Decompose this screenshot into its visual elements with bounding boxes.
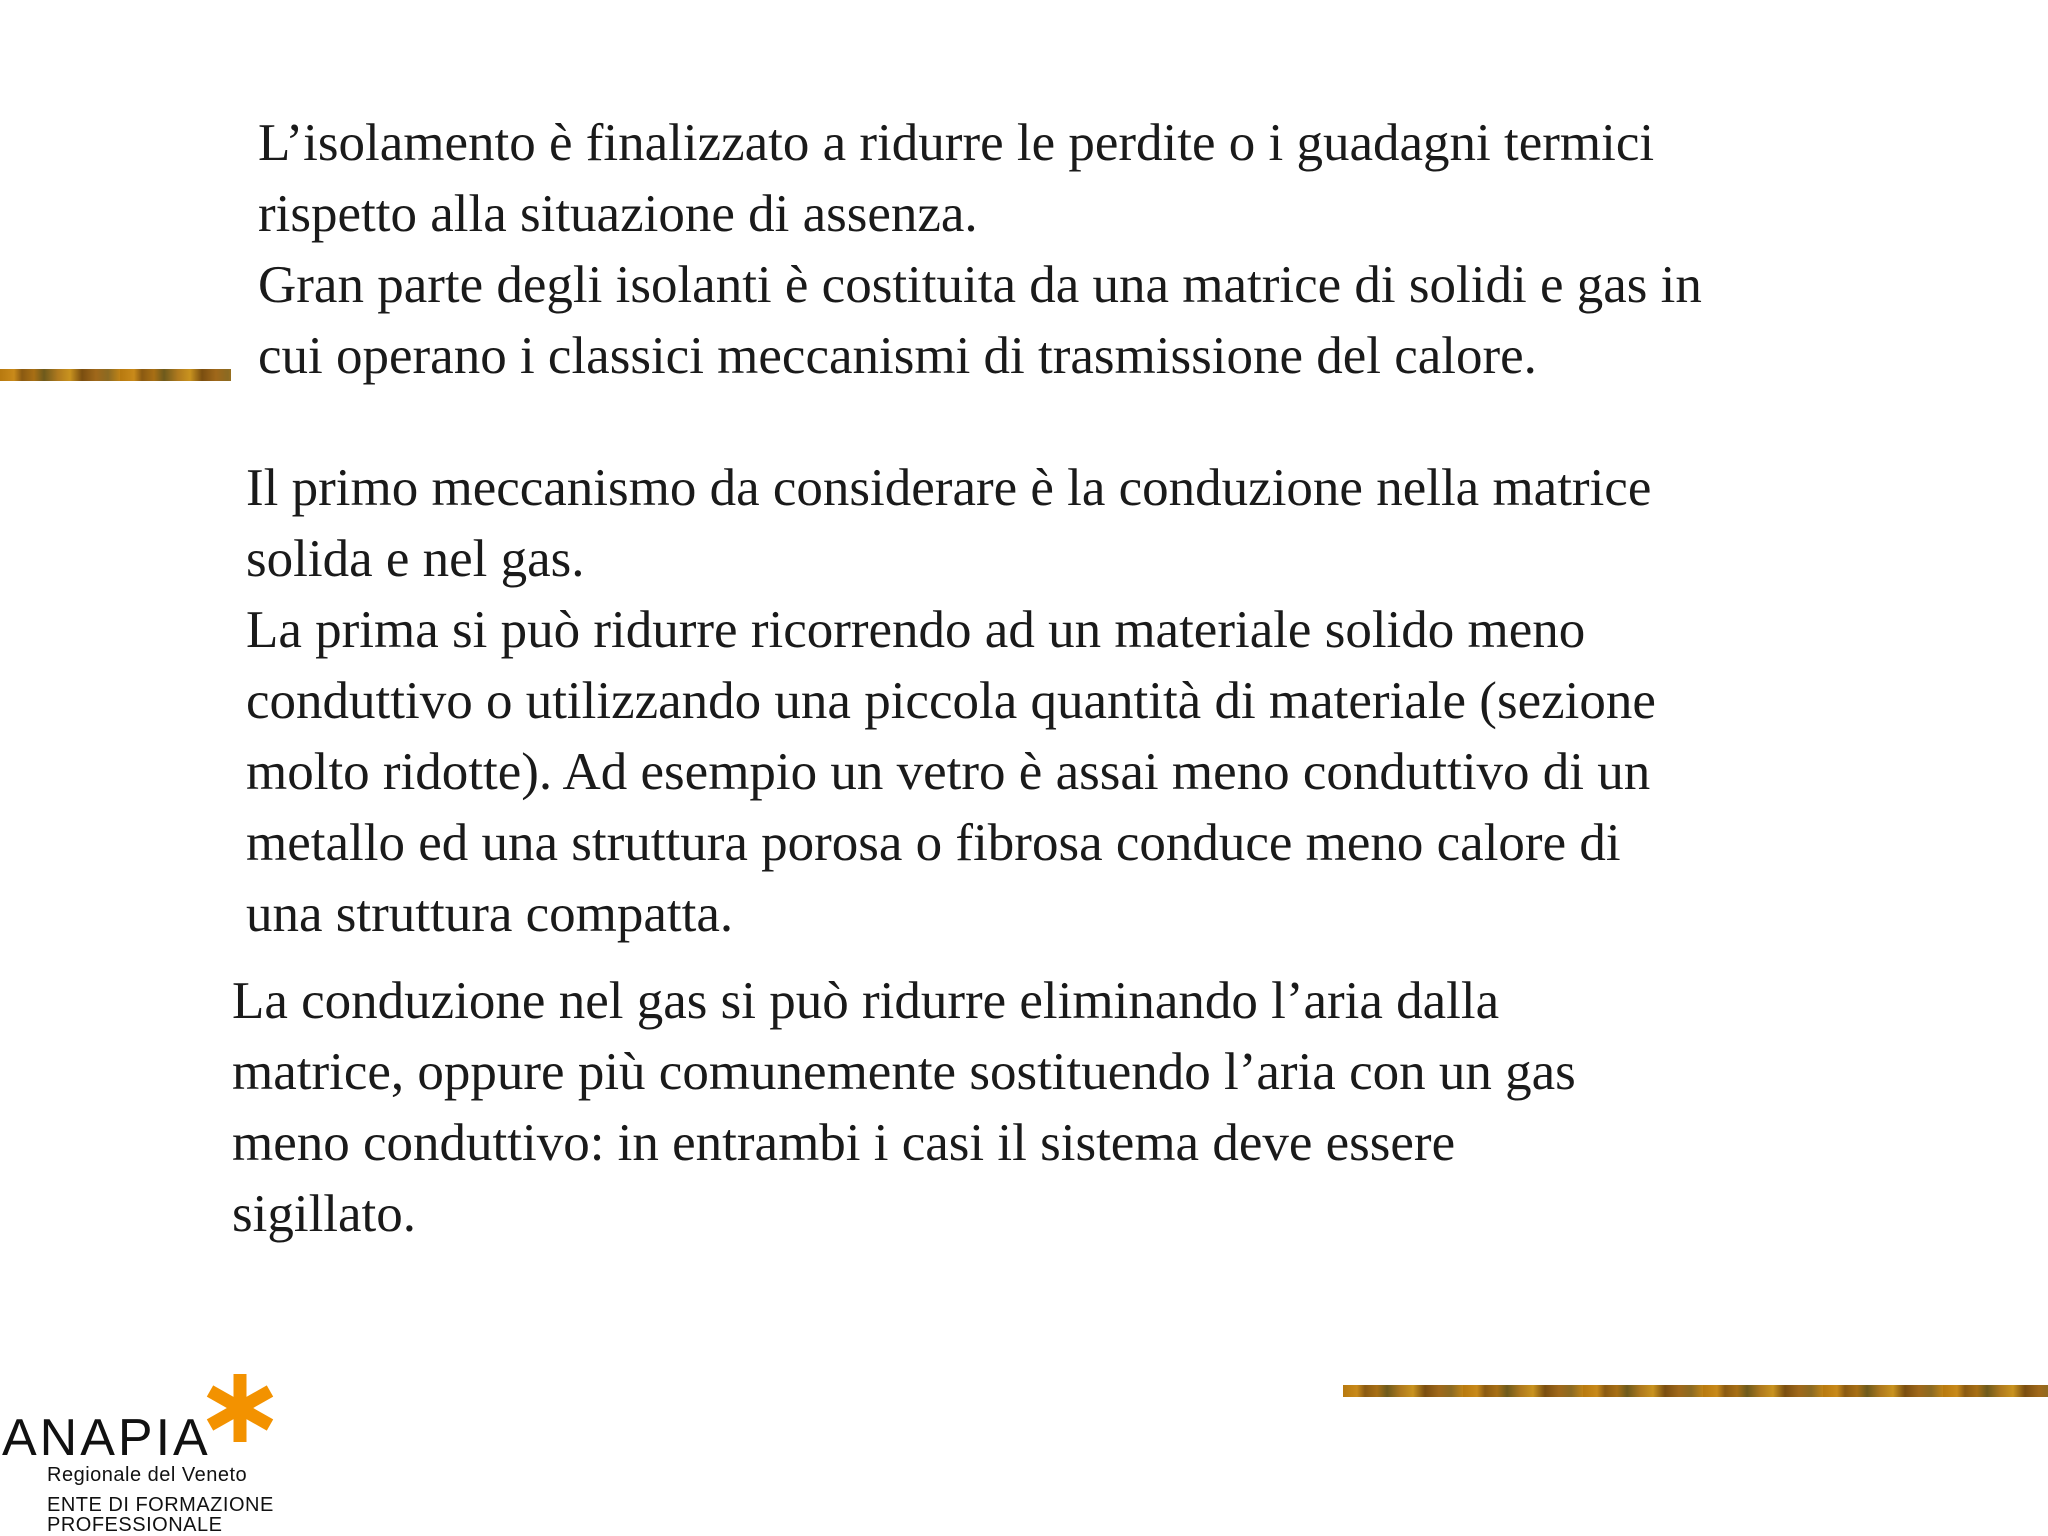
- paragraph-insulation-purpose: L’isolamento è finalizzato a ridurre le perdite o i guadagni termici rispetto alla situazione di assenza. Gran parte degli isolanti è costituita da una matrice di solidi e gas in cui operano i classici meccanismi di trasmissione del calore.: [258, 114, 1702, 385]
- paragraph-gas-conduction: La conduzione nel gas si può ridurre eliminando l’aria dalla matrice, oppure più comunemente sostituendo l’aria con un gas meno conduttivo: in entrambi i casi il sistema deve essere sigillato.: [232, 972, 1576, 1243]
- anapia-logo: [0, 1368, 300, 1536]
- asterisk-star-icon: [200, 1368, 280, 1448]
- decorative-bar-left: [0, 369, 231, 381]
- logo-tagline-line1: ENTE DI FORMAZIONE: [47, 1494, 274, 1516]
- logo-subtitle: Regionale del Veneto: [47, 1464, 248, 1486]
- logo-wordmark: ANAPIA: [2, 1409, 211, 1467]
- paragraph-conduction-matrix: Il primo meccanismo da considerare è la conduzione nella matrice solida e nel gas. La prima si può ridurre ricorrendo ad un materiale solido meno conduttivo o utilizzando una piccola quantità di materiale (sezione molto ridotte). Ad esempio un vetro è assai meno conduttivo di un metallo ed una struttura porosa o fibrosa conduce meno calore di una struttura compatta.: [246, 459, 1656, 943]
- decorative-bar-right: [1343, 1385, 2048, 1397]
- logo-tagline-line2: PROFESSIONALE: [47, 1514, 223, 1536]
